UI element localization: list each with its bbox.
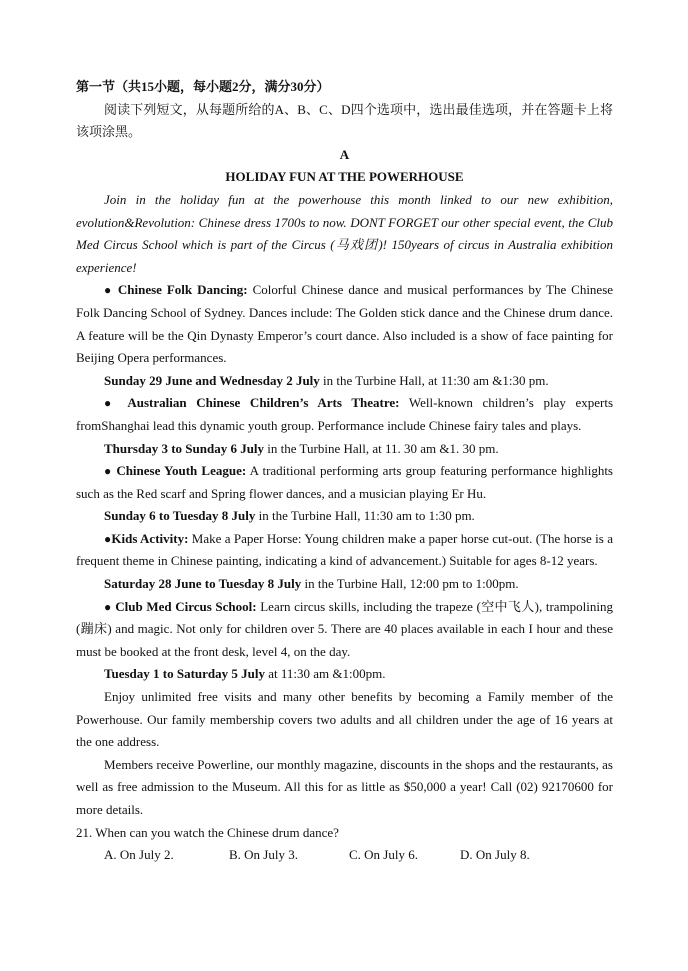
event-venue-time: in the Turbine Hall, at 11:30 am &1:30 pm. xyxy=(319,372,549,388)
event-name: Kids Activity: xyxy=(111,530,189,546)
option-b[interactable]: B. On July 3. xyxy=(229,847,298,863)
event-date: Thursday 3 to Sunday 6 July xyxy=(104,440,265,456)
section-instruction: 阅读下列短文，从每题所给的A、B、C、D四个选项中，选出最佳选项，并在答题卡上将该项涂黑。 xyxy=(76,101,613,140)
answer-options xyxy=(76,844,613,867)
event-name: Club Med Circus School: xyxy=(115,598,257,614)
event-paragraph xyxy=(76,392,613,437)
bullet-icon: ● xyxy=(104,599,112,614)
question-stem: 21. When can you watch the Chinese drum dance? xyxy=(76,824,339,840)
section-heading: 第一节（共15小题，每小题2分，满分30分） xyxy=(76,79,330,94)
event-paragraph xyxy=(76,528,613,573)
event-description: Well-known children’s play experts fromShanghai lead this dynamic youth group. Performance include Chinese fairy tales and plays. xyxy=(76,395,614,433)
event-name: Australian Chinese Children’s Arts Theatre: xyxy=(127,395,400,411)
members-benefits-paragraph: Members receive Powerline, our monthly magazine, discounts in the shops and the restaurants, as well as free admission to the Museum. All this for as little as $50,000 a year! Call (02) 92170600 for more details. xyxy=(76,756,613,817)
event-paragraph xyxy=(76,279,613,369)
event-venue-time: in the Turbine Hall, at 11. 30 am &1. 30 pm. xyxy=(264,440,499,456)
document-body xyxy=(76,76,613,867)
bullet-icon: ● xyxy=(104,396,118,411)
event-description: Colorful Chinese dance and musical performances by The Chinese Folk Dancing School of Sydney. Dances include: The Golden stick dance and the Chinese drum dance. A feature will be the Qin Dynasty Emperor’s court dance. Also included is a show of face painting for Beijing Opera performances. xyxy=(76,282,614,366)
option-a[interactable]: A. On July 2. xyxy=(104,847,174,863)
event-description: Make a Paper Horse: Young children make a paper horse cut-out. (The horse is a frequent theme in Chinese painting, indicating a kind of advancement.) Suitable for ages 8-12 years. xyxy=(76,530,613,569)
event-venue-time: in the Turbine Hall, 12:00 pm to 1:00pm. xyxy=(301,576,519,592)
event-schedule xyxy=(76,505,613,528)
event-paragraph xyxy=(76,460,613,505)
event-schedule xyxy=(76,663,613,686)
passage-title: HOLIDAY FUN AT THE POWERHOUSE xyxy=(225,169,464,185)
option-d[interactable]: D. On July 8. xyxy=(460,847,530,863)
event-date: Saturday 28 June to Tuesday 8 July xyxy=(104,576,302,592)
event-description: Learn circus skills, including the trapeze (空中飞人), trampolining (蹦床) and magic. Not only for children over 5. There are 40 places available in each I hour and these must be booked at the front desk, level 4, on the day. xyxy=(76,598,614,659)
bullet-icon: ● xyxy=(104,464,113,479)
event-paragraph xyxy=(76,596,613,664)
event-name: Chinese Youth League: xyxy=(116,463,247,479)
bullet-icon: ● xyxy=(104,531,112,546)
event-schedule xyxy=(76,370,613,393)
event-schedule xyxy=(76,573,613,596)
event-date: Sunday 6 to Tuesday 8 July xyxy=(104,508,256,524)
event-description: A traditional performing arts group featuring performance highlights such as the Red scarf and Spring flower dances, and a musician playing Er Hu. xyxy=(76,463,613,501)
event-venue-time: in the Turbine Hall, 11:30 am to 1:30 pm. xyxy=(255,508,475,524)
event-date: Tuesday 1 to Saturday 5 July xyxy=(104,666,265,682)
event-schedule xyxy=(76,438,613,461)
event-date: Sunday 29 June and Wednesday 2 July xyxy=(104,372,320,388)
bullet-icon: ● xyxy=(104,283,113,298)
membership-paragraph: Enjoy unlimited free visits and many other benefits by becoming a Family member of the Powerhouse. Our family membership covers two adults and all children under the age of 16 years at the one address. xyxy=(76,689,613,750)
event-venue-time: at 11:30 am &1:00pm. xyxy=(264,666,386,682)
event-name: Chinese Folk Dancing: xyxy=(117,282,248,298)
passage-intro: Join in the holiday fun at the powerhouse this month linked to our new exhibition, evolution&Revolution: Chinese dress 1700s to now. DONT FORGET our other special event, the Club Med Circus School which is part of the Circus (马戏团)! 150years of circus in Australia exhibition experience! xyxy=(76,191,613,275)
option-c[interactable]: C. On July 6. xyxy=(349,847,418,863)
passage-letter: A xyxy=(339,146,350,162)
